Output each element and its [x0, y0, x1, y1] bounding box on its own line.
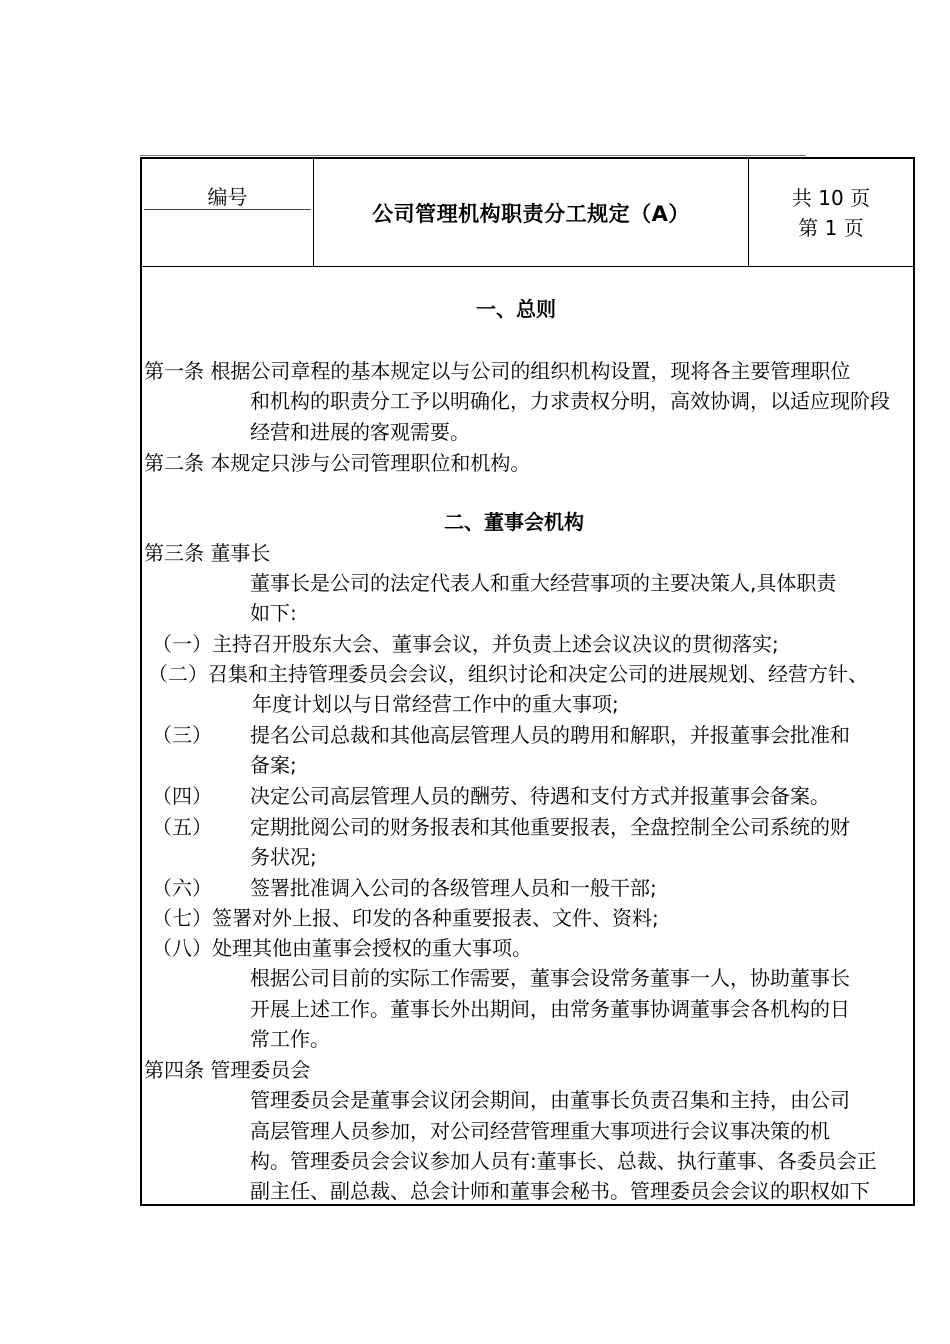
text-line: 第四条 管理委员会	[144, 1058, 311, 1082]
item-number: （六）	[152, 876, 212, 900]
text-line: （二）召集和主持管理委员会会议，组织讨论和决定公司的进展规划、经营方针、	[148, 662, 868, 686]
text-line: 务状况;	[250, 845, 317, 869]
text-line: 高层管理人员参加，对公司经营管理重大事项进行会议事决策的机	[250, 1119, 830, 1143]
text-line: 签署批准调入公司的各级管理人员和一般干部;	[250, 876, 657, 900]
text-line: 副主任、副总裁、总会计师和董事会秘书。管理委员会会议的职权如下	[250, 1179, 870, 1203]
text-line: 提名公司总裁和其他高层管理人员的聘用和解职，并报董事会批准和	[250, 723, 850, 747]
text-line: 备案;	[250, 753, 297, 777]
text-line: 定期批阅公司的财务报表和其他重要报表，全盘控制全公司系统的财	[250, 815, 850, 839]
text-line: （八）处理其他由董事会授权的重大事项。	[152, 936, 532, 960]
document-body	[142, 267, 913, 1204]
text-line: 和机构的职责分工予以明确化，力求责权分明，高效协调，以适应现阶段	[250, 389, 890, 413]
text-line: 开展上述工作。董事长外出期间，由常务董事协调董事会各机构的日	[250, 997, 850, 1021]
code-label: 编号	[207, 185, 248, 209]
text-line: 构。管理委员会会议参加人员有:董事长、总裁、执行董事、各委员会正	[250, 1149, 877, 1173]
text-line: 决定公司高层管理人员的酬劳、待遇和支付方式并报董事会备案。	[250, 784, 830, 808]
title-cell	[314, 159, 749, 266]
page-count-cell	[749, 159, 913, 266]
text-line: 董事长是公司的法定代表人和重大经营事项的主要决策人,具体职责	[250, 571, 837, 595]
text-line: （一）主持召开股东大会、董事会议，并负责上述会议决议的贯彻落实;	[152, 632, 779, 656]
item-number: （五）	[152, 815, 212, 839]
text-line: 根据公司目前的实际工作需要，董事会设常务董事一人，协助董事长	[250, 966, 850, 990]
text-line: 经营和进展的客观需要。	[250, 420, 470, 444]
current-page: 第 1 页	[798, 215, 864, 240]
section-heading-board: 二、董事会机构	[444, 510, 584, 534]
code-cell	[142, 159, 314, 266]
text-line: （七）签署对外上报、印发的各种重要报表、文件、资料;	[152, 906, 659, 930]
text-line: 第三条 董事长	[144, 541, 271, 565]
top-rule	[140, 155, 806, 156]
item-number: （四）	[152, 784, 212, 808]
total-pages: 共 10 页	[791, 185, 871, 210]
document-header	[142, 159, 913, 267]
text-line: 如下:	[250, 601, 297, 625]
section-heading-general: 一、总则	[476, 297, 556, 321]
item-number: （三）	[152, 723, 212, 747]
code-divider	[144, 209, 311, 210]
document-sheet	[140, 157, 915, 1206]
document-title: 公司管理机构职责分工规定（A）	[372, 201, 690, 226]
text-line: 年度计划以与日常经营工作中的重大事项;	[252, 692, 619, 716]
text-line: 管理委员会是董事会议闭会期间，由董事长负责召集和主持，由公司	[250, 1088, 850, 1112]
text-line: 常工作。	[250, 1027, 330, 1051]
text-line: 第二条 本规定只涉与公司管理职位和机构。	[144, 451, 531, 475]
text-line: 第一条 根据公司章程的基本规定以与公司的组织机构设置，现将各主要管理职位	[144, 359, 851, 383]
